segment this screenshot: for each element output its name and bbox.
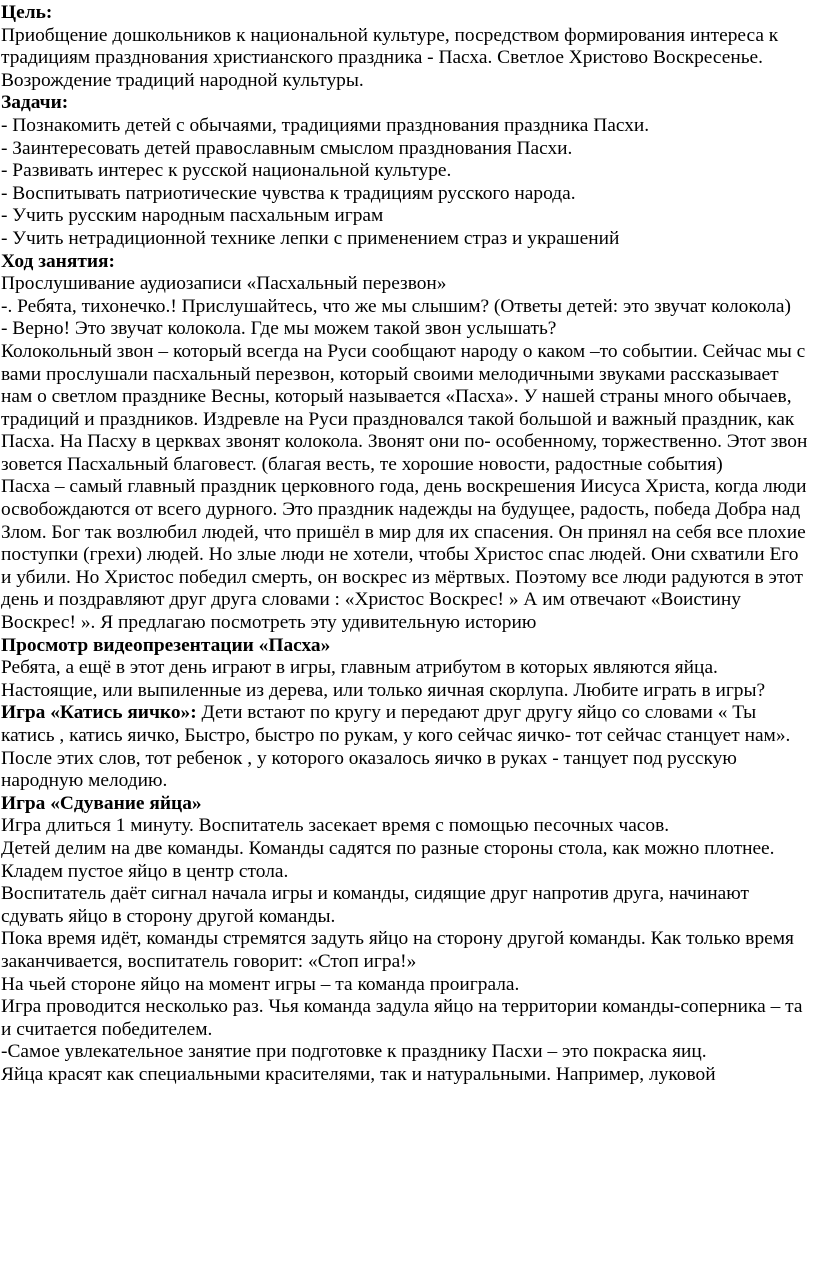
task-item: - Учить нетрадиционной технике лепки с применением страз и украшений bbox=[1, 227, 620, 249]
lesson-paragraph: -. Ребята, тихонечко.! Прислушайтесь, что же мы слышим? (Ответы детей: это звучат колокола) bbox=[1, 295, 791, 317]
video-text: Ребята, а ещё в этот день играют в игры, главным атрибутом в которых являются яйца. Настоящие, или выпиленные из дерева, или только яичная скорлупа. Любите играть в игры? bbox=[1, 657, 766, 701]
goal-text: Приобщение дошкольников к национальной культуре, посредством формирования интереса к традициям празднования христианского праздника - Пасха. Светлое Христово Воскресенье. Возрождение традиций народной культуры. bbox=[1, 24, 779, 91]
video-heading: Просмотр видеопрезентации «Пасха» bbox=[1, 634, 331, 656]
game2-heading: Игра «Сдувание яйца» bbox=[1, 792, 202, 814]
game2-paragraph: Воспитатель даёт сигнал начала игры и команды, сидящие друг напротив друга, начинают сдувать яйцо в сторону другой команды. bbox=[1, 883, 749, 927]
task-item: - Развивать интерес к русской национальной культуре. bbox=[1, 160, 452, 182]
lesson-heading: Ход занятия: bbox=[1, 250, 115, 272]
task-item: - Воспитывать патриотические чувства к традициям русского народа. bbox=[1, 182, 576, 204]
lesson-paragraph: Колокольный звон – который всегда на Руси сообщают народу о каком –то событии. Сейчас мы с вами прослушали пасхальный перезвон, который своими мелодичными звуками рассказывает нам о светлом празднике Весны, который называется «Пасха». У нашей страны много обычаев, традиций и праздников. Издревле на Руси праздновался такой большой и важный праздник, как Пасха. На Пасху в церквах звонят колокола. Звонят они по- особенному, торжественно. Этот звон зовется Пасхальный благовест. (благая весть, те хорошие новости, радостные события) bbox=[1, 340, 808, 475]
lesson-paragraph: Пасха – самый главный праздник церковного года, день воскрешения Иисуса Христа, когда люди освобождаются от всего дурного. Это праздник надежды на будущее, радость, победа Добра над Злом. Бог так возлюбил людей, что пришёл в мир для их спасения. Он принял на себя все плохие поступки (грехи) людей. Но злые люди не хотели, чтобы Христос спас людей. Они схватили Его и убили. Но Христос победил смерть, он воскрес из мёртвых. Поэтому все люди радуются в этот день и поздравляют друг друга словами : «Христос Воскрес! » А им отвечают «Воистину Воскрес! ». Я предлагаю посмотреть эту удивительную историю bbox=[1, 476, 807, 634]
game1-paragraph bbox=[1, 702, 810, 792]
game1-text: Дети встают по кругу и передают друг другу яйцо со словами « Ты катись , катись яичко, Быстро, быстро по рукам, у кого сейчас яичко- тот сейчас станцует нам». После этих слов, тот ребенок , у которого оказалось яичко в руках - танцует под русскую народную мелодию. bbox=[1, 702, 791, 792]
task-item: - Учить русским народным пасхальным играм bbox=[1, 205, 384, 227]
game2-paragraph: Яйца красят как специальными красителями, так и натуральными. Например, луковой bbox=[1, 1063, 716, 1085]
game2-paragraph: Пока время идёт, команды стремятся задуть яйцо на сторону другой команды. Как только время заканчивается, воспитатель говорит: «Стоп игра!» bbox=[1, 928, 794, 972]
game2-paragraph: Детей делим на две команды. Команды садятся по разные стороны стола, как можно плотнее. Кладем пустое яйцо в центр стола. bbox=[1, 837, 775, 882]
game2-paragraph: -Самое увлекательное занятие при подготовке к празднику Пасхи – это покраска яиц. bbox=[1, 1041, 707, 1063]
game1-heading: Игра «Катись яичко»: bbox=[1, 702, 197, 724]
task-item: - Познакомить детей с обычаями, традициями празднования праздника Пасхи. bbox=[1, 114, 650, 136]
tasks-heading: Задачи: bbox=[1, 92, 69, 114]
lesson-paragraph: - Верно! Это звучат колокола. Где мы можем такой звон услышать? bbox=[1, 318, 557, 340]
lesson-paragraph: Прослушивание аудиозаписи «Пасхальный перезвон» bbox=[1, 273, 447, 295]
game2-paragraph: Игра проводится несколько раз. Чья команда задула яйцо на территории команды-соперника – та и считается победителем. bbox=[1, 996, 803, 1040]
task-item: - Заинтересовать детей православным смыслом празднования Пасхи. bbox=[1, 137, 573, 159]
goal-heading: Цель: bbox=[1, 2, 53, 23]
game2-paragraph: Игра длиться 1 минуту. Воспитатель засекает время с помощью песочных часов. bbox=[1, 815, 670, 837]
game2-paragraph: На чьей стороне яйцо на момент игры – та команда проиграла. bbox=[1, 973, 520, 995]
